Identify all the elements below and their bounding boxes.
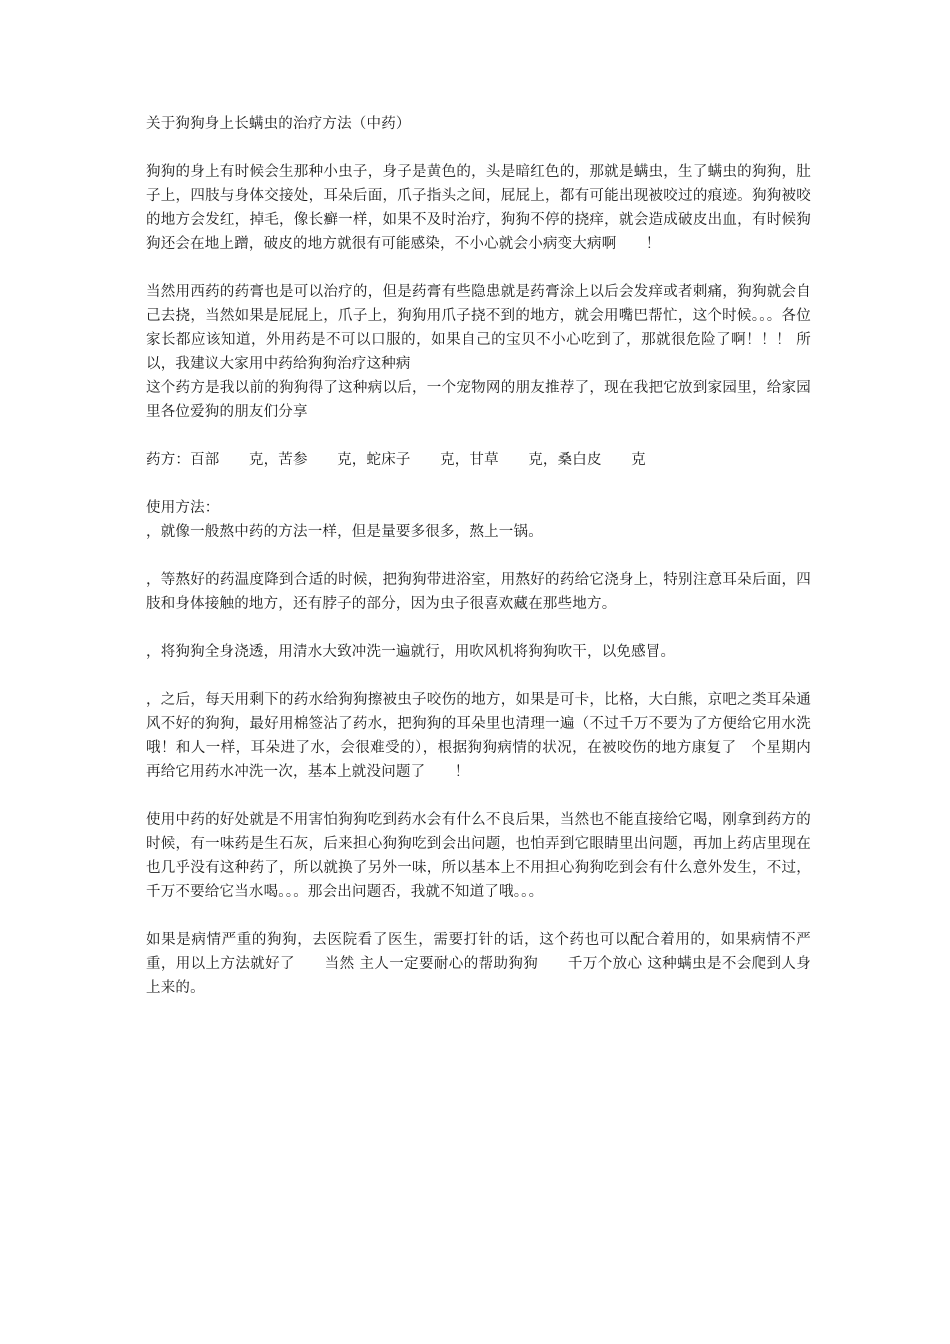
prescription-line: 药方：百部 克，苦参 克，蛇床子 克，甘草 克，桑白皮 克 — [146, 452, 646, 468]
paragraph-gap — [146, 544, 811, 568]
document-title: 关于狗狗身上长螨虫的治疗方法（中药） — [146, 116, 411, 132]
usage-step-4: ，之后，每天用剩下的药水给狗狗擦被虫子咬伤的地方，如果是可卡，比格，大白熊，京吧之类耳朵通风不好的狗狗，最好用棉签沾了药水，把狗狗的耳朵里也清理一遍（不过千万不要为了方便给它用水洗哦！和人一样，耳朵进了水，会很难受的），根据狗狗病情的状况，在被咬伤的地方康复了 个星期内再给它用药水冲洗一次，基本上就没问题了 ！ — [146, 692, 811, 780]
paragraph-gap — [146, 424, 811, 448]
paragraph-gap — [146, 472, 811, 496]
severe-cases-paragraph: 如果是病情严重的狗狗，去医院看了医生，需要打针的话，这个药也可以配合着用的，如果病情不严重，用以上方法就好了 当然 主人一定要耐心的帮助狗狗 千万个放心 这种螨虫是不会爬到人身上来的。 — [146, 932, 811, 996]
document-body — [146, 112, 811, 1000]
paragraph-gap — [146, 784, 811, 808]
usage-step-2: ，等熬好的药温度降到合适的时候，把狗狗带进浴室，用熬好的药给它浇身上，特别注意耳朵后面，四肢和身体接触的地方，还有脖子的部分，因为虫子很喜欢藏在那些地方。 — [146, 572, 811, 612]
usage-step-1: ，就像一般熬中药的方法一样，但是量要多很多，熬上一锅。 — [146, 524, 543, 540]
paragraph-gap — [146, 664, 811, 688]
western-medicine-paragraph: 当然用西药的药膏也是可以治疗的，但是药膏有些隐患就是药膏涂上以后会发痒或者刺痛，狗狗就会自己去挠，当然如果是屁屁上，爪子上，狗狗用爪子挠不到的地方，就会用嘴巴帮忙，这个时候。。。各位家长都应该知道，外用药是不可以口服的，如果自己的宝贝不小心吃到了，那就很危险了啊！！！ 所以，我建议大家用中药给狗狗治疗这种病 — [146, 284, 811, 372]
paragraph-gap — [146, 904, 811, 928]
benefits-paragraph: 使用中药的好处就是不用害怕狗狗吃到药水会有什么不良后果，当然也不能直接给它喝，刚拿到药方的时候，有一味药是生石灰，后来担心狗狗吃到会出问题，也怕弄到它眼睛里出问题，再加上药店里现在也几乎没有这种药了，所以就换了另外一味，所以基本上不用担心狗狗吃到会有什么意外发生，不过，千万不要给它当水喝。。。那会出问题否，我就不知道了哦。。。 — [146, 812, 811, 900]
intro-paragraph: 狗狗的身上有时候会生那种小虫子，身子是黄色的，头是暗红色的，那就是螨虫，生了螨虫的狗狗，肚子上，四肢与身体交接处，耳朵后面，爪子指头之间，屁屁上，都有可能出现被咬过的痕迹。狗狗被咬的地方会发红，掉毛，像长癣一样，如果不及时治疗，狗狗不停的挠痒，就会造成破皮出血，有时候狗狗还会在地上蹭，破皮的地方就很有可能感染，不小心就会小病变大病啊 ！ — [146, 164, 811, 252]
paragraph-gap — [146, 256, 811, 280]
usage-step-3: ，将狗狗全身浇透，用清水大致冲洗一遍就行，用吹风机将狗狗吹干，以免感冒。 — [146, 644, 676, 660]
source-paragraph: 这个药方是我以前的狗狗得了这种病以后，一个宠物网的朋友推荐了，现在我把它放到家园里，给家园里各位爱狗的朋友们分享 — [146, 380, 811, 420]
usage-heading: 使用方法： — [146, 500, 220, 516]
paragraph-gap — [146, 616, 811, 640]
